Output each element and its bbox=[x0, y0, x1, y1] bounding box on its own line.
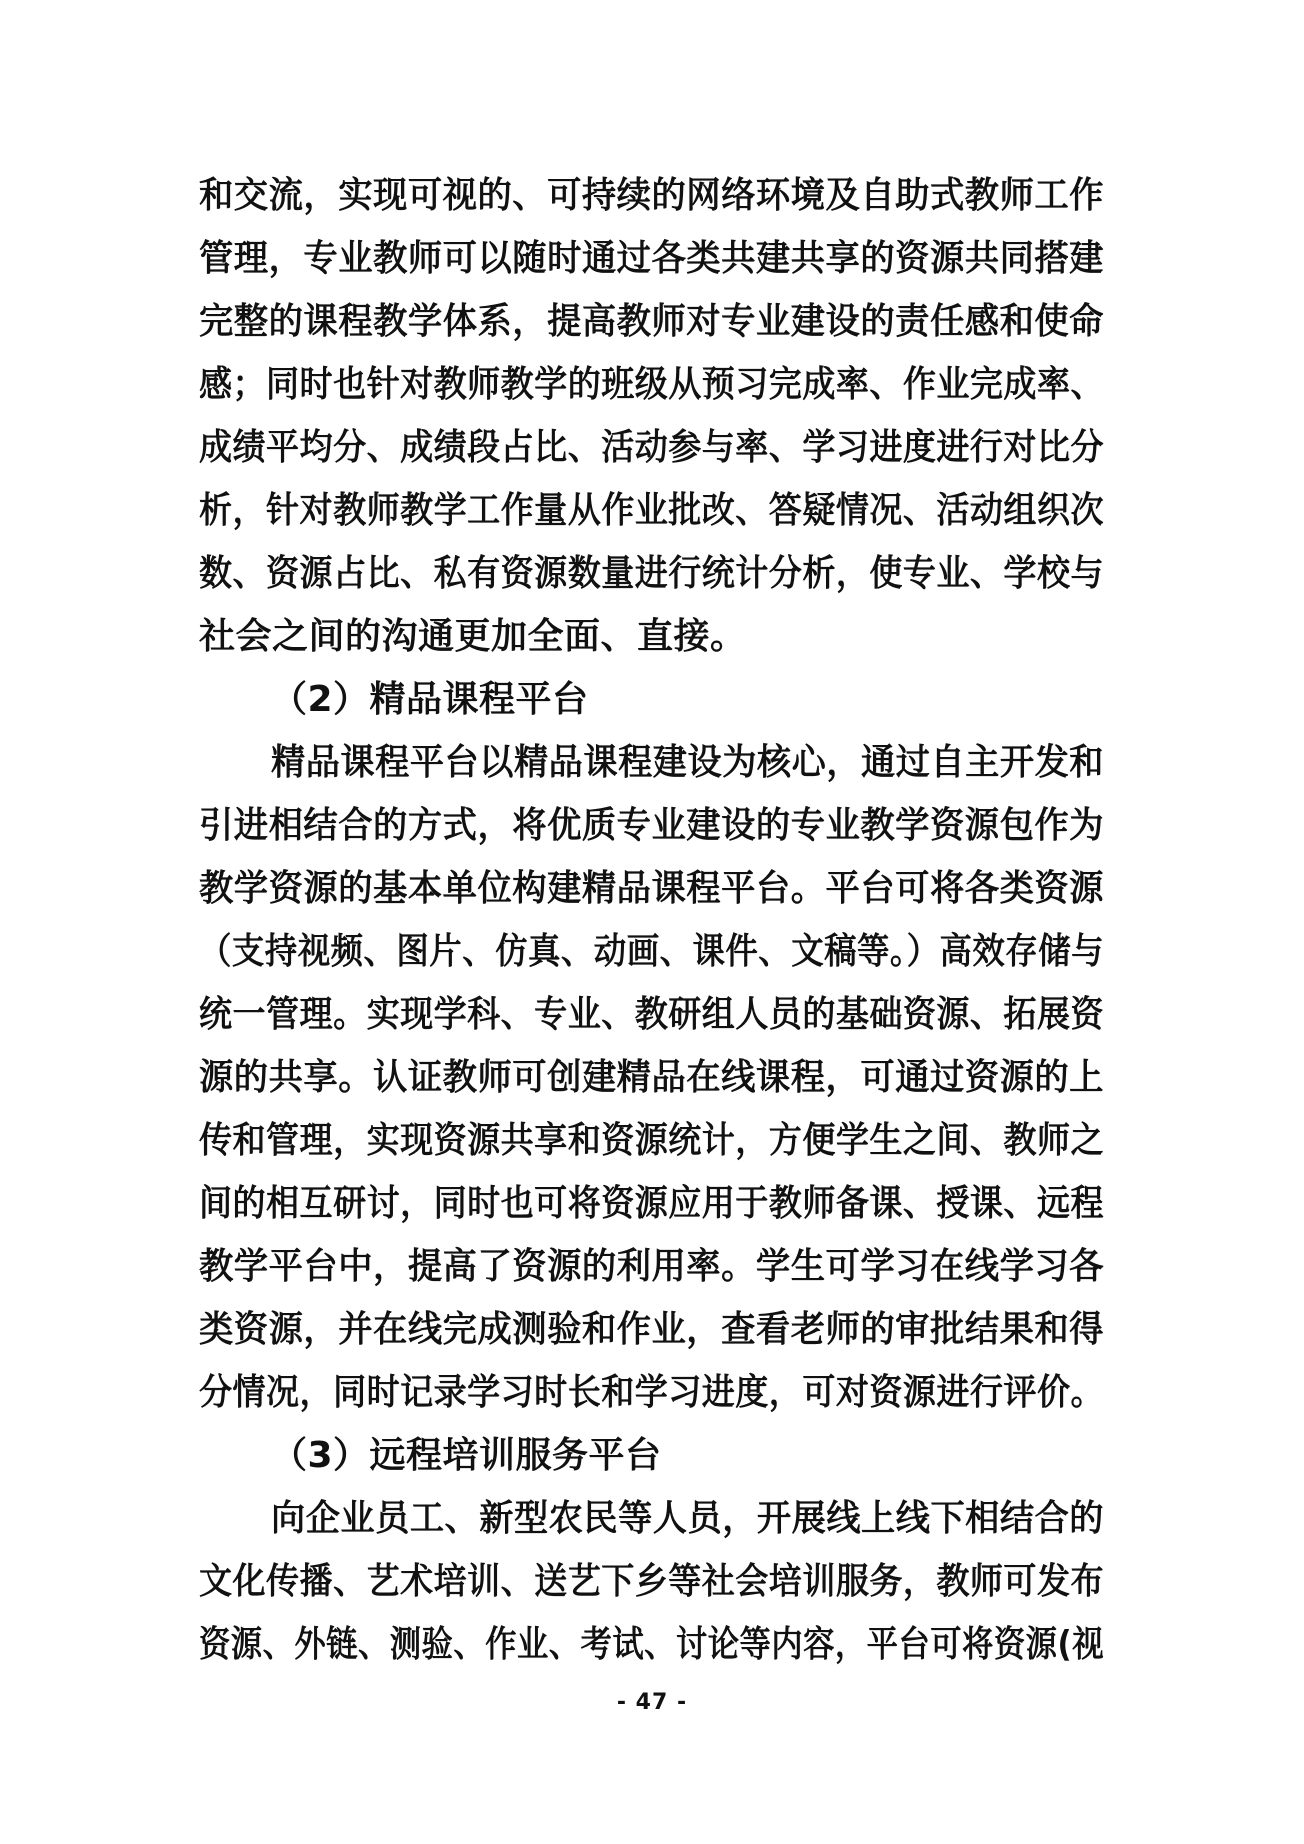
paragraph-first-line: 精品课程平台以精品课程建设为核心，通过自主开发和 bbox=[271, 742, 1104, 783]
document-body bbox=[199, 164, 1104, 1676]
text-line: 和交流，实现可视的、可持续的网络环境及自助式教师工作 bbox=[199, 175, 1104, 216]
text-line: 统一管理。实现学科、专业、教研组人员的基础资源、拓展资 bbox=[199, 994, 1104, 1035]
text-line: 间的相互研讨，同时也可将资源应用于教师备课、授课、远程 bbox=[199, 1183, 1104, 1224]
text-line: 资源、外链、测验、作业、考试、讨论等内容，平台可将资源(视 bbox=[199, 1624, 1104, 1665]
text-line: 教学平台中，提高了资源的利用率。学生可学习在线学习各 bbox=[199, 1246, 1104, 1287]
text-line: 文化传播、艺术培训、送艺下乡等社会培训服务，教师可发布 bbox=[199, 1561, 1104, 1602]
text-line: 源的共享。认证教师可创建精品在线课程，可通过资源的上 bbox=[199, 1057, 1104, 1098]
text-line: 传和管理，实现资源共享和资源统计，方便学生之间、教师之 bbox=[199, 1120, 1104, 1161]
section-heading: （3）远程培训服务平台 bbox=[271, 1435, 662, 1476]
text-line: 完整的课程教学体系，提高教师对专业建设的责任感和使命 bbox=[199, 301, 1104, 342]
text-line: 教学资源的基本单位构建精品课程平台。平台可将各类资源 bbox=[199, 868, 1104, 909]
text-line: （支持视频、图片、仿真、动画、课件、文稿等。）高效存储与 bbox=[199, 931, 1104, 972]
text-line: 管理，专业教师可以随时通过各类共建共享的资源共同搭建 bbox=[199, 238, 1104, 279]
text-line: 感；同时也针对教师教学的班级从预习完成率、作业完成率、 bbox=[199, 364, 1104, 405]
text-line: 成绩平均分、成绩段占比、活动参与率、学习进度进行对比分 bbox=[199, 427, 1104, 468]
text-line: 数、资源占比、私有资源数量进行统计分析，使专业、学校与 bbox=[199, 553, 1104, 594]
section-heading: （2）精品课程平台 bbox=[271, 679, 589, 720]
paragraph-first-line: 向企业员工、新型农民等人员，开展线上线下相结合的 bbox=[271, 1498, 1104, 1539]
text-line: 类资源，并在线完成测验和作业，查看老师的审批结果和得 bbox=[199, 1309, 1104, 1350]
page-number: - 47 - bbox=[616, 1690, 688, 1715]
text-line: 分情况，同时记录学习时长和学习进度，可对资源进行评价。 bbox=[199, 1372, 1104, 1413]
text-line: 引进相结合的方式，将优质专业建设的专业教学资源包作为 bbox=[199, 805, 1104, 846]
text-line: 析，针对教师教学工作量从作业批改、答疑情况、活动组织次 bbox=[199, 490, 1104, 531]
text-line: 社会之间的沟通更加全面、直接。 bbox=[199, 616, 747, 657]
